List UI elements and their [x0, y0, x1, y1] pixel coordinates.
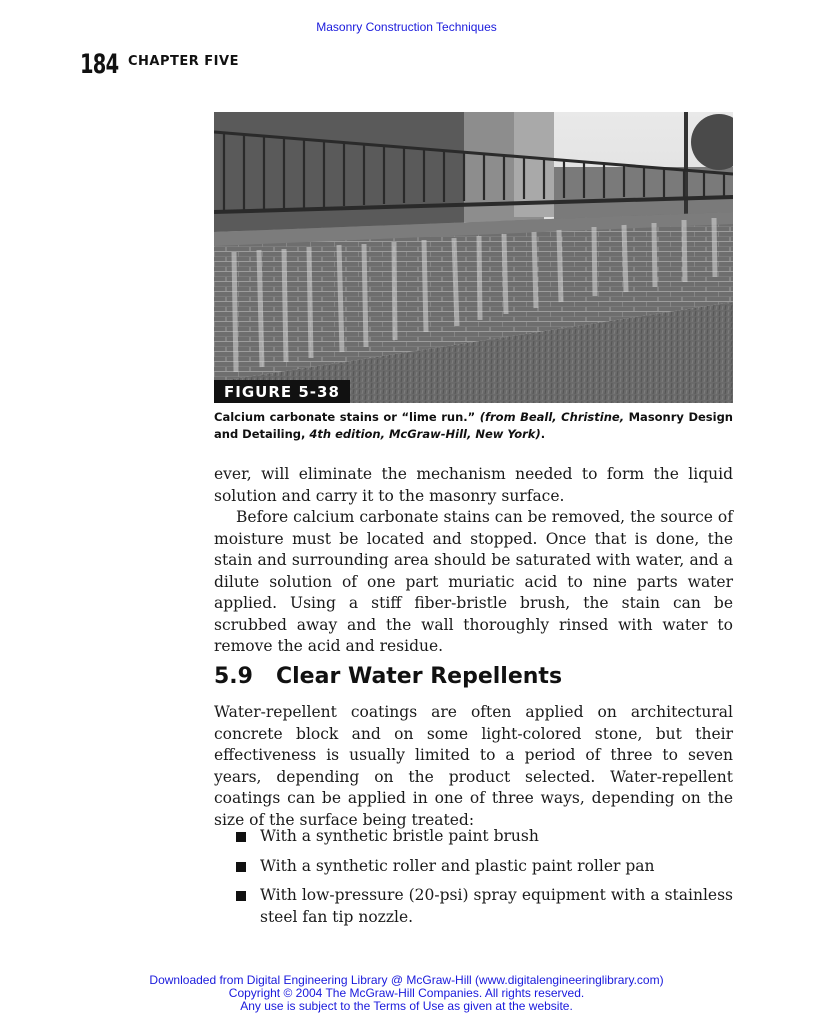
paragraph-water-repellents: Water-repellent coatings are often applied on architectural concrete block and on some light-colored stone, but their effectiveness is usually limited to a period of three to seven years, depending on the product selected. Water-repellent coatings can be applied in one of three ways, depending on the size of the surface being treated: — [214, 703, 733, 829]
caption-end: . — [540, 427, 546, 441]
section-title: Clear Water Repellents — [276, 664, 563, 689]
caption-source: (from Beall, Christine, — [479, 410, 625, 424]
running-header-link[interactable]: Masonry Construction Techniques — [316, 20, 497, 34]
chapter-label: CHAPTER FIVE — [128, 54, 239, 69]
list-item — [236, 885, 733, 928]
caption-book-title: Masonry Design and Detailing, — [214, 410, 733, 441]
footer-download-link[interactable]: Downloaded from Digital Engineering Library @ McGraw-Hill (www.digitalengineeringlibrary.com) — [149, 973, 664, 987]
section-number: 5.9 — [214, 664, 253, 689]
bullet-square-icon — [236, 891, 246, 901]
caption-edition: 4th edition, McGraw-Hill, New York) — [309, 427, 541, 441]
list-item-text: With a synthetic roller and plastic paint roller pan — [260, 856, 655, 875]
list-item — [236, 826, 733, 848]
caption-text: Calcium carbonate stains or “lime run.” — [214, 410, 476, 424]
paragraph-stain-removal: Before calcium carbonate stains can be removed, the source of moisture must be located and stopped. Once that is done, the stain and surrounding area should be saturated with water, and a dilute solution of one part muriatic acid to nine parts water applied. Using a stiff fiber-bristle brush, the stain can be scrubbed away and the wall thoroughly rinsed with water to remove the acid and residue. — [214, 508, 733, 655]
figure-label: FIGURE 5-38 — [214, 380, 350, 403]
footer-terms[interactable]: Any use is subject to the Terms of Use as given at the website. — [240, 999, 573, 1013]
list-item-text: With low-pressure (20-psi) spray equipment with a stainless steel fan tip nozzle. — [260, 886, 733, 926]
brick-wall-photo — [214, 112, 733, 403]
figure-caption — [214, 409, 733, 443]
list-item-text: With a synthetic bristle paint brush — [260, 827, 539, 845]
footer — [0, 974, 813, 1013]
page-number: 184 — [80, 49, 119, 80]
body-text-section — [214, 702, 733, 831]
body-text-top — [214, 464, 733, 658]
list-item — [236, 856, 733, 878]
bullet-square-icon — [236, 862, 246, 872]
section-heading — [214, 664, 562, 689]
footer-copyright: Copyright © 2004 The McGraw-Hill Companies. All rights reserved. — [228, 986, 585, 1000]
application-methods-list — [236, 826, 733, 936]
paragraph-continuation: ever, will eliminate the mechanism needed to form the liquid solution and carry it to the masonry surface. — [214, 465, 733, 505]
figure-photo — [214, 112, 733, 403]
bullet-square-icon — [236, 832, 246, 842]
